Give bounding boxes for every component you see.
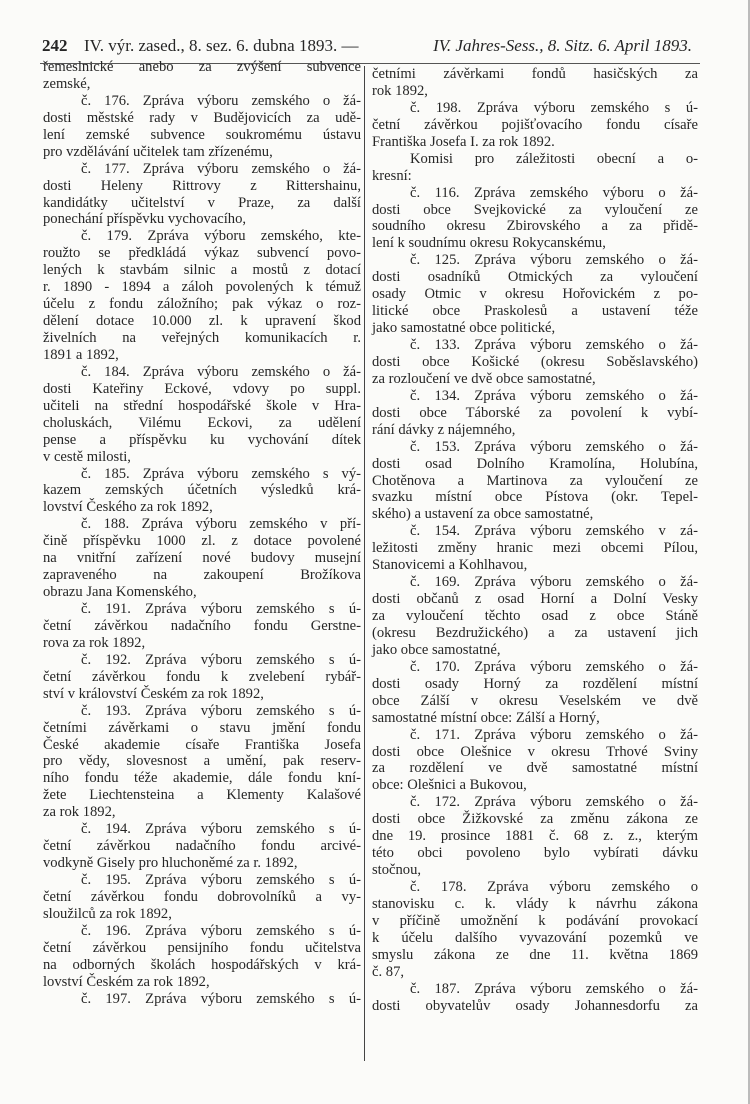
text-line: dělení dotace 10.000 zl. k upravení škod <box>43 313 361 330</box>
column-divider <box>364 66 365 1061</box>
text-line: dosti Kateřiny Eckové, vdovy po suppl. <box>43 380 361 397</box>
text-line: dosti občanů z osad Horní a Dolní Vesky <box>372 591 698 608</box>
text-line: litické obce Praskolesů a ustavení téže <box>372 303 698 320</box>
text-line: četní závěrkou nadačního fondu arcivé- <box>43 838 361 855</box>
paragraph <box>43 703 361 822</box>
text-line: ležitosti změny hranic mezi obcemi Pílou, <box>372 540 698 557</box>
text-line: č. 87, <box>372 963 405 980</box>
text-line: obrazu Jana Komenského, <box>43 584 197 601</box>
paragraph <box>43 652 361 703</box>
text-line: dosti obce Svejkovické za vyloučení ze <box>372 201 698 218</box>
text-line: četní závěrkou pojišťovacího fondu císaře <box>372 116 698 133</box>
text-line: smyslu zákona ze dne 11. května 1869 <box>372 946 698 963</box>
text-line: dosti obce Olešnice v okresu Trhové Sviny <box>372 743 698 760</box>
text-line: dosti osad Dolního Kramolína, Holubína, <box>372 455 698 472</box>
text-line: č. 191. Zpráva výboru zemského s ú- <box>81 601 361 617</box>
text-line: Chotěnova a Martinova za vyloučení ze <box>372 472 698 489</box>
text-line: lovství Českého za rok 1892, <box>43 499 213 516</box>
text-line: ského) a ustavení za obce samostatné, <box>372 506 594 523</box>
text-line: rok 1892, <box>372 82 428 99</box>
text-line: č. 116. Zpráva zemského výboru o žá- <box>410 184 698 201</box>
paragraph <box>43 93 361 161</box>
text-line: sloužilců za rok 1892, <box>43 905 172 922</box>
text-line: č. 192. Zpráva výboru zemského s ú- <box>81 651 361 668</box>
text-line: lení zemské subvence soukromému ústavu <box>43 126 361 143</box>
paragraph <box>43 601 361 652</box>
text-line: četní závěrkou fondu dobrovolníků a vy- <box>43 888 361 905</box>
page-number: 242 <box>42 36 68 55</box>
text-line: lených k stavbám silnic a mostů z dotací <box>43 262 361 279</box>
text-line: č. 153. Zpráva výboru zemského o žá- <box>410 438 698 455</box>
text-line: zemské, <box>43 75 91 92</box>
text-line: č. 170. Zpráva výboru zemského o žá- <box>410 658 698 675</box>
paragraph <box>372 794 698 879</box>
header-czech-text: IV. výr. zased., 8. sez. 6. dubna 1893. <box>84 36 338 55</box>
text-line: ponechání příspěvku vychovacího, <box>43 211 247 228</box>
text-line: Stanovicemi a Kohlhavou, <box>372 557 528 574</box>
running-header <box>40 34 700 58</box>
text-line: České akademie císaře Františka Josefa <box>43 736 361 753</box>
text-line: této obci povoleno bylo vybírati dávku <box>372 845 698 862</box>
text-line: lovství Českém za rok 1892, <box>43 973 210 990</box>
text-line: samostatné místní obce: Zálší a Horný, <box>372 709 600 726</box>
text-line: č. 188. Zpráva výboru zemského v pří- <box>81 516 361 533</box>
text-line: dosti obce Táborské za povolení k vybí- <box>372 404 698 421</box>
text-line: řemeslnické anebo za zvýšení subvence <box>43 59 361 75</box>
text-line: dne 19. prosince 1881 č. 68 z. z., kterým <box>372 828 698 845</box>
paragraph <box>372 388 698 439</box>
paragraph <box>372 727 698 795</box>
text-line: č. 184. Zpráva výboru zemského o žá- <box>81 363 361 380</box>
text-line: č. 154. Zpráva výboru zemského v zá- <box>410 523 698 540</box>
text-line: svazku místní obce Pístova (okr. Tepel- <box>372 489 698 506</box>
text-line: rova za rok 1892, <box>43 634 146 651</box>
paragraph <box>372 659 698 727</box>
text-line: č. 171. Zpráva výboru zemského o žá- <box>410 726 698 743</box>
text-line: četními závěrkami fondů hasičských za <box>372 66 698 82</box>
text-line: učiteli na střední hospodářské škole v Hra- <box>43 397 361 414</box>
paragraph <box>43 228 361 364</box>
text-line: č. 178. Zpráva výboru zemského o <box>410 879 698 895</box>
text-line: jako samostatné obce politické, <box>372 320 556 337</box>
paragraph <box>43 872 361 923</box>
text-line: č. 179. Zpráva výboru zemského, kte- <box>81 228 361 245</box>
text-line: č. 196. Zpráva výboru zemského s ú- <box>81 922 361 939</box>
text-line: č. 194. Zpráva výboru zemského s ú- <box>81 821 361 838</box>
paragraph <box>372 439 698 524</box>
header-german: IV. Jahres-Sess., 8. Sitz. 6. April 1893. <box>433 36 692 55</box>
text-line: soudního okresu Zbirovského a za přidě- <box>372 218 698 235</box>
text-line: roužto se předkládá výkaz subvencí povo- <box>43 245 361 262</box>
paragraph <box>372 151 698 185</box>
text-line: četní závěrkou pensijního fondu učitelstva <box>43 939 361 956</box>
text-line: r. 1890 - 1894 a záloh povolených k témuž <box>43 279 361 296</box>
paragraph <box>43 161 361 229</box>
text-line: účelu z fondu záložního; pak výkaz o roz- <box>43 296 361 313</box>
text-line: stočnou, <box>372 862 422 879</box>
paragraph <box>372 252 698 337</box>
text-line: pro vědy, slovesnost a umění, pak reserv- <box>43 753 361 770</box>
text-line: dosti obce Košické (okresu Soběslavského) <box>372 353 698 370</box>
text-line: ství v království Českém za rok 1892, <box>43 685 264 702</box>
text-line: žete Liechtensteina a Klementy Kalašové <box>43 787 361 804</box>
text-line: č. 187. Zpráva výboru zemského o žá- <box>410 980 698 997</box>
text-line: živelních na veřejných komunikacích r. <box>43 330 361 346</box>
text-line: kandidátky učitelství v Praze, za další <box>43 194 361 211</box>
paragraph <box>372 574 698 659</box>
text-line: č. 198. Zpráva výboru zemského s ú- <box>410 99 698 116</box>
text-line: dosti městské rady v Budějovicích za udě- <box>43 109 361 126</box>
text-line: č. 133. Zpráva výboru zemského o žá- <box>410 337 698 353</box>
paragraph <box>372 100 698 151</box>
left-column <box>43 59 361 1008</box>
right-column <box>372 66 698 1015</box>
text-line: č. 177. Zpráva výboru zemského o žá- <box>81 160 361 177</box>
paragraph <box>372 66 698 100</box>
text-line: v příčině umožnění k podávání provokací <box>372 912 698 929</box>
text-line: zapraveného na zakoupení Brožíkova <box>43 567 361 584</box>
text-line: k účelu dalšího vyvazování pozemků ve <box>372 929 698 946</box>
text-line: č. 185. Zpráva výboru zemského s vý- <box>81 465 361 482</box>
paragraph <box>43 516 361 601</box>
header-dash: — <box>341 36 359 55</box>
text-line: rání dávky z nájemného, <box>372 421 516 438</box>
text-line: dosti osadníků Otmických za vyloučení <box>372 269 698 286</box>
text-line: č. 169. Zpráva výboru zemského o žá- <box>410 574 698 591</box>
text-line: za rozdělení ve dvě samostatné místní <box>372 760 698 777</box>
text-line: v cestě milosti, <box>43 448 131 465</box>
text-line: dosti obce Žižkovské za změnu zákona ze <box>372 811 698 828</box>
paragraph <box>372 523 698 574</box>
text-line: četními závěrkami o stavu jmění fondu <box>43 719 361 736</box>
text-line: dosti Heleny Rittrovy z Rittershainu, <box>43 177 361 194</box>
text-line: Komisi pro záležitosti obecní a o- <box>410 150 698 167</box>
text-line: č. 134. Zpráva výboru zemského o žá- <box>410 387 698 404</box>
text-line: č. 193. Zpráva výboru zemského s ú- <box>81 702 361 719</box>
text-line: ního fondu téže akademie, dále fondu kní- <box>43 770 361 787</box>
text-line: na vnitřní zařízení nové budovy musejní <box>43 550 361 567</box>
paragraph <box>43 466 361 517</box>
text-line: Františka Josefa I. za rok 1892. <box>372 133 555 150</box>
text-line: choluskách, Vilému Eckovi, za udělení <box>43 414 361 431</box>
text-line: č. 125. Zpráva výboru zemského o žá- <box>410 252 698 269</box>
text-line: dosti osady Horný za rozdělení místní <box>372 675 698 692</box>
text-line: čině příspěvku 1000 zl. z dotace povolené <box>43 533 361 550</box>
text-line: četní závěrkou nadačního fondu Gerstne- <box>43 617 361 634</box>
text-line: kresní: <box>372 167 412 184</box>
text-line: za rozloučení ve dvě obce samostatné, <box>372 370 596 387</box>
text-line: vodkyně Gisely pro hluchoněmé za r. 1892, <box>43 855 298 872</box>
text-line: pro vzdělávání učitelek tam zřízenému, <box>43 143 273 160</box>
paragraph <box>43 923 361 991</box>
paragraph <box>372 185 698 253</box>
text-line: osady Otmic v okresu Hořovickém z po- <box>372 286 698 303</box>
paragraph <box>43 59 361 93</box>
text-line: stanovisku c. k. vlády k návrhu zákona <box>372 895 698 912</box>
header-czech <box>84 36 358 56</box>
paragraph <box>43 821 361 872</box>
text-line: pense a příspěvku ku vychování dítek <box>43 431 361 448</box>
paragraph <box>43 991 361 1008</box>
text-line: 1891 a 1892, <box>43 346 119 363</box>
text-line: za vyloučení těchto osad z obce Stáně <box>372 608 698 624</box>
text-line: jako obce samostatné, <box>372 641 501 658</box>
text-line: č. 197. Zpráva výboru zemského s ú- <box>81 990 361 1007</box>
text-line: lení k soudnímu okresu Rokycanskému, <box>372 235 606 252</box>
text-line: č. 195. Zpráva výboru zemského s ú- <box>81 872 361 888</box>
text-line: (okresu Bezdružického) a za ustavení jich <box>372 624 698 641</box>
paragraph <box>372 879 698 981</box>
paragraph <box>372 981 698 1015</box>
text-line: č. 176. Zpráva výboru zemského o žá- <box>81 92 361 109</box>
text-line: za rok 1892, <box>43 804 116 821</box>
text-line: dosti obyvatelův osady Johannesdorfu za <box>372 997 698 1014</box>
paragraph <box>372 337 698 388</box>
text-line: obce: Olešnici a Bukovou, <box>372 777 527 794</box>
text-line: obce Zálší v okresu Veselském ve dvě <box>372 692 698 709</box>
text-line: četní závěrkou fondu k zvelebení rybář- <box>43 668 361 685</box>
text-line: na odborných školách hospodářských v krá- <box>43 956 361 973</box>
paragraph <box>43 364 361 466</box>
text-line: č. 172. Zpráva výboru zemského o žá- <box>410 794 698 811</box>
text-line: kazem zemských účetních výsledků krá- <box>43 482 361 499</box>
